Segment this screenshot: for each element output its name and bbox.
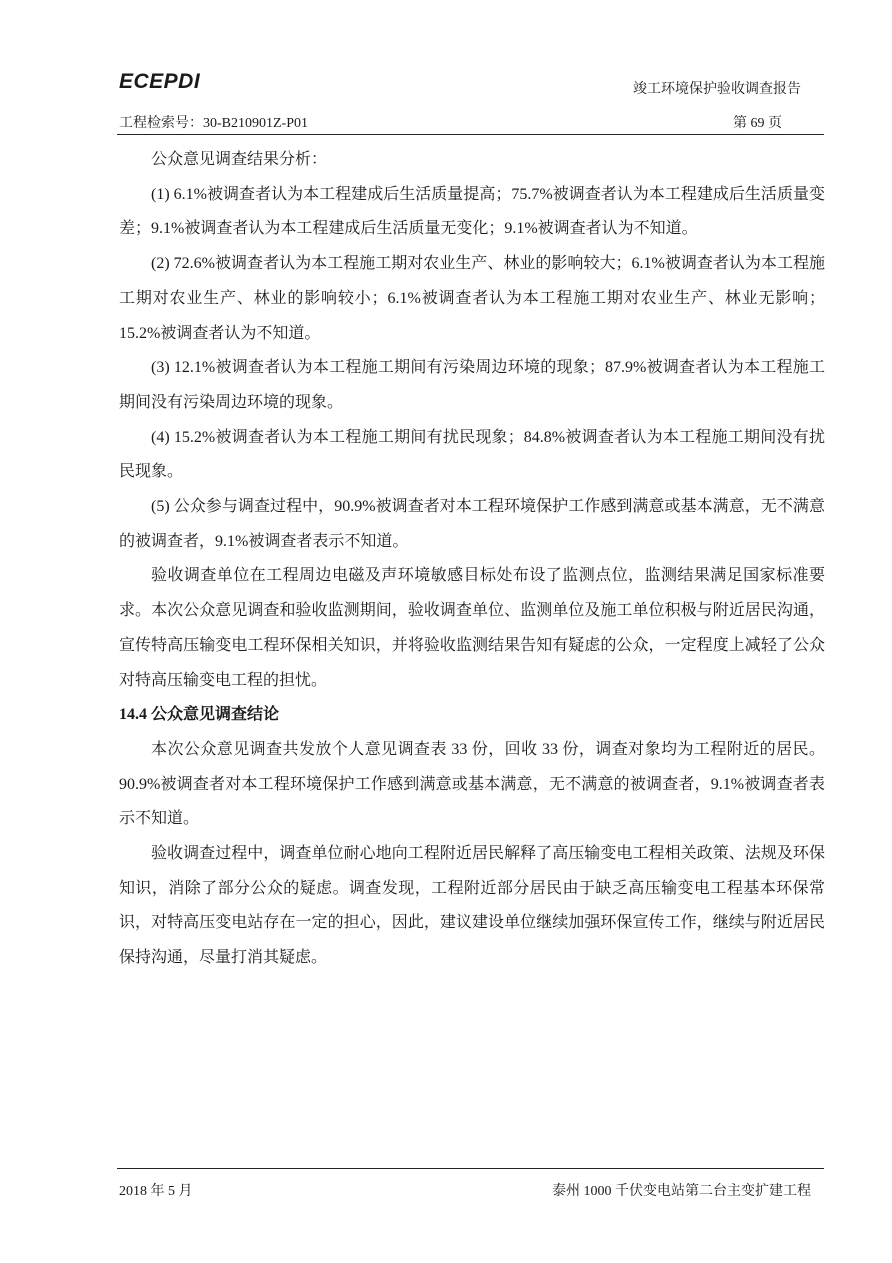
recommendation-paragraph: 验收调查过程中，调查单位耐心地向工程附近居民解释了高压输变电工程相关政策、法规及环保知识，消除了部分公众的疑虑。调查发现，工程附近部分居民由于缺乏高压输变电工程基本环保常识，对特高压变电站存在一定的担心，因此，建议建设单位继续加强环保宣传工作，继续与附近居民保持沟通，尽量打消其疑虑。 xyxy=(119,845,825,967)
page-number: 第 69 页 xyxy=(733,116,782,131)
section-heading: 14.4 公众意见调查结论 xyxy=(119,706,280,724)
conclusion-paragraph: 本次公众意见调查共发放个人意见调查表 33 份，回收 33 份，调查对象均为工程附近的居民。90.9%被调查者对本工程环境保护工作感到满意或基本满意，无不满意的被调查者，9.1%被调查者表示不知道。 xyxy=(119,740,825,828)
report-title: 竣工环境保护验收调查报告 xyxy=(633,82,801,97)
footer-date: 2018 年 5 月 xyxy=(119,1184,193,1199)
document-body xyxy=(119,143,825,976)
analysis-heading: 公众意见调查结果分析： xyxy=(151,151,328,168)
footer-divider xyxy=(117,1168,824,1169)
finding-item-1: (1) 6.1%被调查者认为本工程建成后生活质量提高；75.7%被调查者认为本工程建成后生活质量变差；9.1%被调查者认为本工程建成后生活质量无变化；9.1%被调查者认为不知道。 xyxy=(119,185,825,238)
finding-item-4: (4) 15.2%被调查者认为本工程施工期间有扰民现象；84.8%被调查者认为本工程施工期间没有扰民现象。 xyxy=(119,428,825,481)
finding-item-5: (5) 公众参与调查过程中，90.9%被调查者对本工程环境保护工作感到满意或基本满意，无不满意的被调查者，9.1%被调查者表示不知道。 xyxy=(119,498,825,550)
monitoring-paragraph: 验收调查单位在工程周边电磁及声环境敏感目标处布设了监测点位，监测结果满足国家标准要求。本次公众意见调查和验收监测期间，验收调查单位、监测单位及施工单位积极与附近居民沟通，宣传特高压输变电工程环保相关知识，并将验收监测结果告知有疑虑的公众，一定程度上减轻了公众对特高压输变电工程的担忧。 xyxy=(119,567,825,689)
finding-item-2: (2) 72.6%被调查者认为本工程施工期对农业生产、林业的影响较大；6.1%被调查者认为本工程施工期对农业生产、林业的影响较小；6.1%被调查者认为本工程施工期对农业生产、林业无影响；15.2%被调查者认为不知道。 xyxy=(119,255,825,342)
project-reference: 工程检索号：30-B210901Z-P01 xyxy=(119,116,308,131)
company-logo: ECEPDI xyxy=(119,70,201,93)
header-divider xyxy=(117,134,824,135)
footer-project-name: 泰州 1000 千伏变电站第二台主变扩建工程 xyxy=(552,1184,811,1199)
finding-item-3: (3) 12.1%被调查者认为本工程施工期间有污染周边环境的现象；87.9%被调查者认为本工程施工期间没有污染周边环境的现象。 xyxy=(119,359,825,411)
